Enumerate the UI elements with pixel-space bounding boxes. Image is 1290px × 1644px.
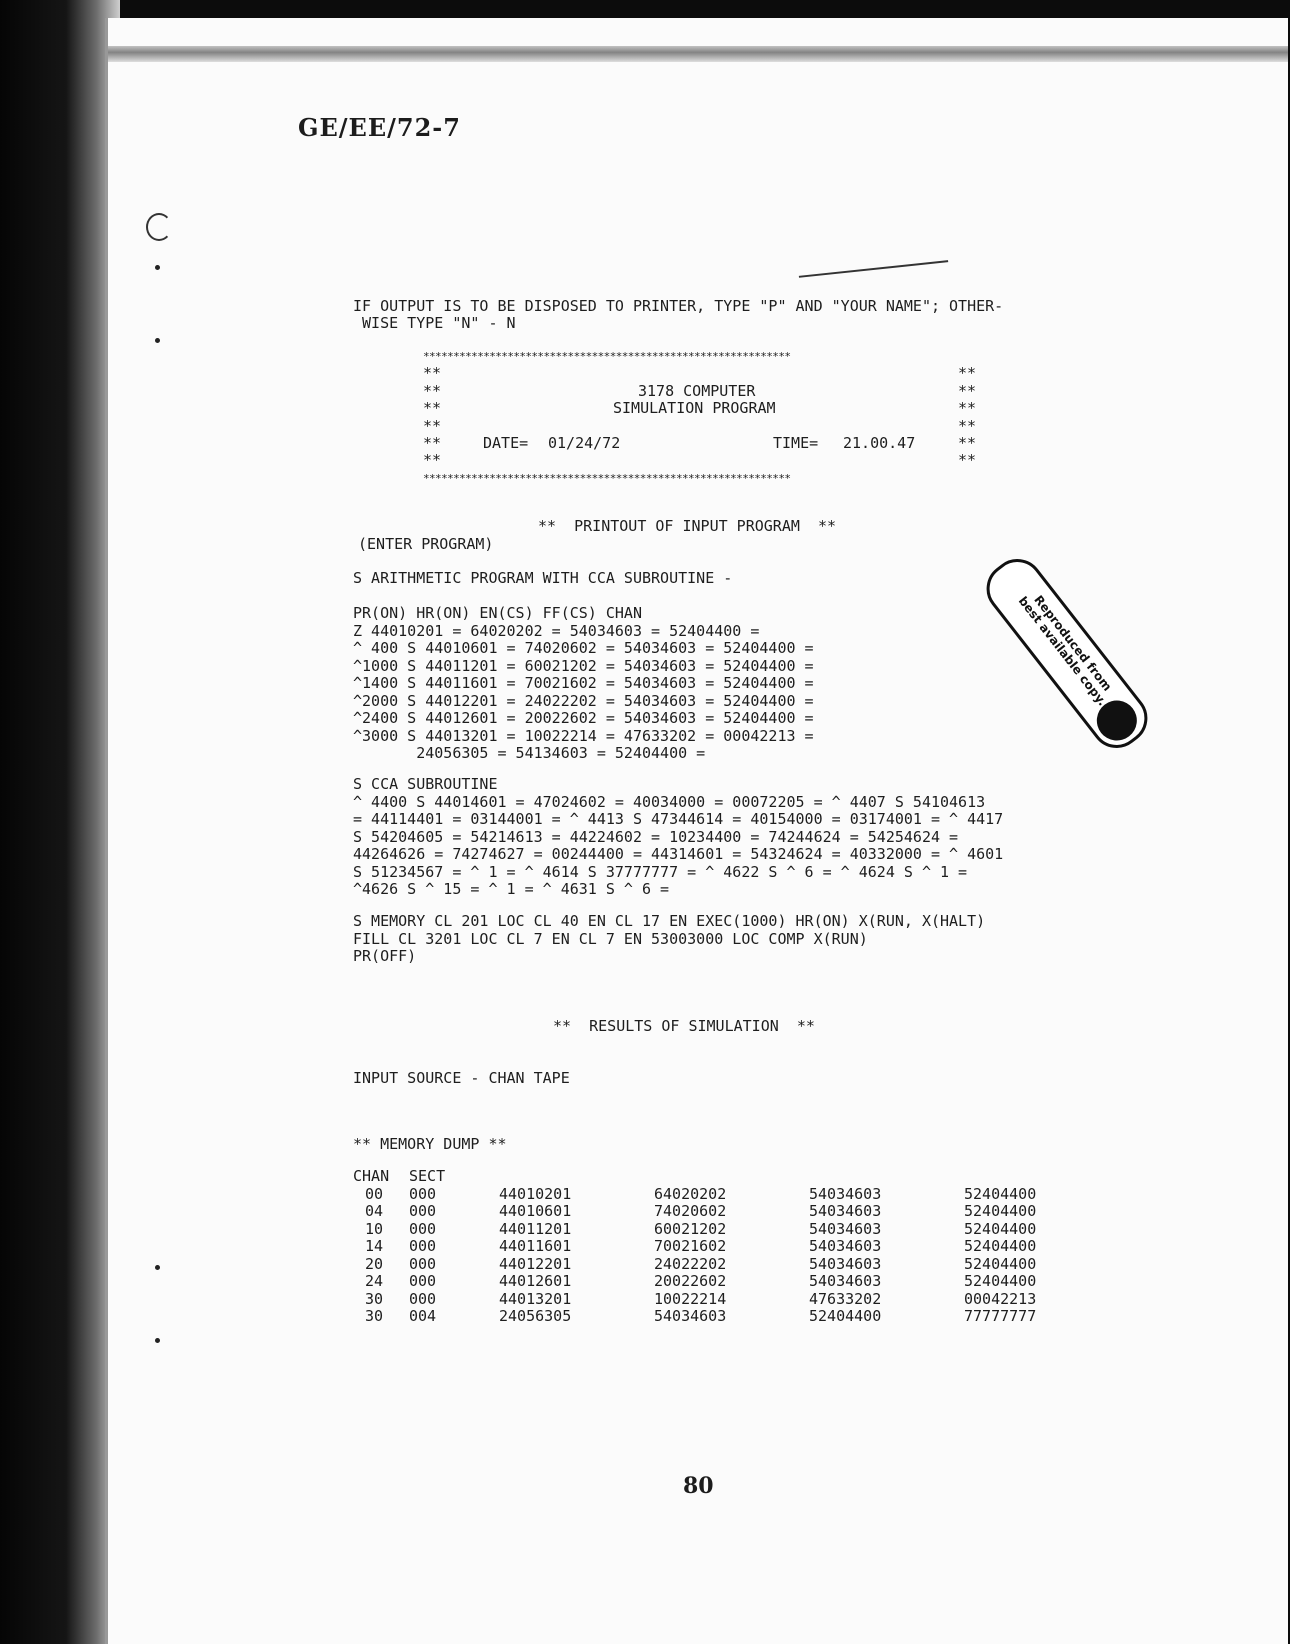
dump-row (353, 1221, 1054, 1239)
banner-side-right: ** (958, 451, 977, 469)
program-line: Z 44010201 = 64020202 = 54034603 = 52404400 = (353, 621, 760, 640)
results-heading: ** RESULTS OF SIMULATION ** (553, 1017, 815, 1035)
dump-word-cell: 77777777 (964, 1307, 1037, 1325)
program-line: PR(ON) HR(ON) EN(CS) FF(CS) CHAN (353, 604, 642, 622)
dump-word-cell: 54034603 (654, 1307, 727, 1325)
dump-word-cell: 24022202 (654, 1254, 727, 1273)
dump-chan-cell: 10 (365, 1219, 384, 1238)
cca-line: S CCA SUBROUTINE (353, 775, 498, 793)
page-number: 80 (683, 1473, 714, 1499)
dump-row (353, 1308, 1054, 1326)
cca-line: S 51234567 = ^ 1 = ^ 4614 S 37777777 = ^ 4622 S ^ 6 = ^ 4624 S ^ 1 = (353, 862, 968, 881)
memory-command-line: S MEMORY CL 201 LOC CL 40 EN CL 17 EN EXEC(1000) HR(ON) X(RUN, X(HALT) (353, 912, 986, 930)
cca-line: 44264626 = 74274627 = 00244400 = 44314601 = 54324624 = 40332000 = ^ 4601 (353, 845, 1004, 863)
dump-word-cell: 64020202 (654, 1184, 727, 1203)
dump-word-cell: 24056305 (499, 1307, 572, 1325)
cca-subroutine-listing (353, 776, 1003, 899)
scan-speck (155, 265, 160, 270)
program-line: ^ 400 S 44010601 = 74020602 = 54034603 = 52404400 = (353, 639, 814, 657)
banner-title-2: SIMULATION PROGRAM (613, 399, 776, 417)
input-source-line: INPUT SOURCE - CHAN TAPE (353, 1069, 570, 1087)
program-line: ^1000 S 44011201 = 60021202 = 54034603 = 52404400 = (353, 656, 814, 675)
dump-word-cell: 74020602 (654, 1202, 727, 1220)
dump-word-cell: 54034603 (809, 1184, 882, 1203)
enter-program-line: (ENTER PROGRAM) (358, 535, 494, 553)
banner-side-left: ** (423, 364, 442, 382)
dump-chan-cell: 30 (365, 1289, 384, 1308)
hole-punch-mark (146, 213, 172, 241)
dump-word-cell: 44011601 (499, 1237, 572, 1255)
dump-word-cell: 54034603 (809, 1237, 882, 1255)
memory-command-line: PR(OFF) (353, 947, 417, 965)
dump-chan-cell: 20 (365, 1254, 384, 1273)
dump-word-cell: 44012201 (499, 1254, 572, 1273)
dump-header-blank (964, 1168, 1054, 1186)
dump-word-cell: 54034603 (809, 1219, 882, 1238)
banner-side-right: ** (958, 382, 977, 400)
memory-command-line: FILL CL 3201 LOC CL 7 EN CL 7 EN 53003000 LOC COMP X(RUN) (353, 929, 868, 948)
cca-line: = 44114401 = 03144001 = ^ 4413 S 47344614 = 40154000 = 03174001 = ^ 4417 (353, 810, 1004, 828)
dump-word-cell: 52404400 (809, 1307, 882, 1325)
banner-side-left: ** (423, 417, 442, 435)
dump-header-blank (809, 1168, 964, 1186)
scan-speck (155, 338, 160, 343)
dump-sect-cell: 000 (409, 1254, 437, 1273)
program-line: ^2000 S 44012201 = 24022202 = 54034603 = 52404400 = (353, 691, 814, 710)
program-line: 24056305 = 54134603 = 52404400 = (353, 744, 706, 762)
banner-side-left: ** (423, 451, 442, 469)
banner-side-right: ** (958, 434, 977, 452)
dump-header-blank (654, 1168, 809, 1186)
dump-word-cell: 52404400 (964, 1237, 1037, 1255)
banner-side-right: ** (958, 364, 977, 382)
dump-word-cell: 44011201 (499, 1219, 572, 1238)
dump-chan-cell: 04 (365, 1202, 384, 1220)
cca-line: S 54204605 = 54214613 = 44224602 = 10234400 = 74244624 = 54254624 = (353, 827, 959, 846)
program-line: ^2400 S 44012601 = 20022602 = 54034603 = 52404400 = (353, 709, 814, 727)
banner-side-right: ** (958, 417, 977, 435)
dump-word-cell: 44012601 (499, 1272, 572, 1290)
dump-word-cell: 10022214 (654, 1289, 727, 1308)
banner-border-top: ************************************************************* (423, 350, 791, 363)
dump-chan-cell: 14 (365, 1237, 384, 1255)
memory-dump-table (353, 1168, 1054, 1326)
dump-header-chan: CHAN (353, 1167, 390, 1185)
memory-dump-heading: ** MEMORY DUMP ** (353, 1135, 507, 1153)
prompt-line-1: IF OUTPUT IS TO BE DISPOSED TO PRINTER, TYPE "P" AND "YOUR NAME"; OTHER- (353, 297, 1004, 315)
dump-row (353, 1186, 1054, 1204)
dump-header-sect: SECT (409, 1167, 446, 1185)
dump-word-cell: 52404400 (964, 1219, 1037, 1238)
dump-word-cell: 70021602 (654, 1237, 727, 1255)
dump-word-cell: 20022602 (654, 1272, 727, 1290)
dump-word-cell: 52404400 (964, 1184, 1037, 1203)
stamp-text: Reproduced from best available copy. (1015, 592, 1115, 709)
time-label: TIME= (773, 434, 819, 452)
scan-top-smear (108, 46, 1288, 62)
dump-chan-cell: 30 (365, 1307, 384, 1325)
title-banner (423, 348, 983, 498)
dump-word-cell: 54034603 (809, 1272, 882, 1290)
program-listing (353, 570, 814, 763)
dump-header-blank (499, 1168, 654, 1186)
dump-row (353, 1203, 1054, 1221)
dump-word-cell: 60021202 (654, 1219, 727, 1238)
dump-row (353, 1273, 1054, 1291)
time-value: 21.00.47 (843, 434, 916, 452)
memory-command-listing (353, 913, 985, 966)
cca-line: ^4626 S ^ 15 = ^ 1 = ^ 4631 S ^ 6 = (353, 880, 670, 898)
dump-word-cell: 52404400 (964, 1202, 1037, 1220)
scan-speck (155, 1338, 160, 1343)
scan-speck (155, 1265, 160, 1270)
dump-word-cell: 44010601 (499, 1202, 572, 1220)
dump-sect-cell: 000 (409, 1237, 437, 1255)
dump-sect-cell: 004 (409, 1307, 437, 1325)
dump-chan-cell: 24 (365, 1272, 384, 1290)
dump-sect-cell: 000 (409, 1202, 437, 1220)
dump-row (353, 1238, 1054, 1256)
program-line: ^3000 S 44013201 = 10022214 = 47633202 = 00042213 = (353, 726, 814, 745)
date-label: DATE= (483, 434, 529, 452)
dump-word-cell: 54034603 (809, 1202, 882, 1220)
dump-sect-cell: 000 (409, 1289, 437, 1308)
banner-border-bottom: ************************************************************* (423, 472, 791, 485)
program-line (353, 588, 814, 606)
dump-row (353, 1256, 1054, 1274)
dump-sect-cell: 000 (409, 1272, 437, 1290)
pen-scribble (798, 250, 948, 278)
program-line: S ARITHMETIC PROGRAM WITH CCA SUBROUTINE - (353, 569, 733, 587)
dump-word-cell: 44010201 (499, 1184, 572, 1203)
prompt-line-2: WISE TYPE "N" - N (353, 314, 516, 332)
program-line: ^1400 S 44011601 = 70021602 = 54034603 = 52404400 = (353, 674, 814, 692)
printout-heading: ** PRINTOUT OF INPUT PROGRAM ** (538, 517, 837, 535)
dump-sect-cell: 000 (409, 1219, 437, 1238)
dump-word-cell: 44013201 (499, 1289, 572, 1308)
reproduction-stamp (976, 549, 1158, 759)
banner-title-1: 3178 COMPUTER (638, 382, 756, 400)
dump-word-cell: 52404400 (964, 1272, 1037, 1290)
report-code: GE/EE/72-7 (298, 113, 461, 142)
banner-side-right: ** (958, 399, 977, 417)
dump-word-cell: 47633202 (809, 1289, 882, 1308)
dump-header-row (353, 1168, 1054, 1186)
dump-chan-cell: 00 (365, 1184, 384, 1203)
date-value: 01/24/72 (548, 434, 621, 452)
dump-row (353, 1291, 1054, 1309)
dump-word-cell: 52404400 (964, 1254, 1037, 1273)
dump-word-cell: 54034603 (809, 1254, 882, 1273)
banner-side-left: ** (423, 434, 442, 452)
scan-binding-edge (0, 0, 120, 1644)
banner-side-left: ** (423, 382, 442, 400)
dump-word-cell: 00042213 (964, 1289, 1037, 1308)
document-page (105, 18, 1288, 1644)
banner-side-left: ** (423, 399, 442, 417)
cca-line: ^ 4400 S 44014601 = 47024602 = 40034000 = 00072205 = ^ 4407 S 54104613 (353, 792, 986, 811)
dump-sect-cell: 000 (409, 1184, 437, 1203)
